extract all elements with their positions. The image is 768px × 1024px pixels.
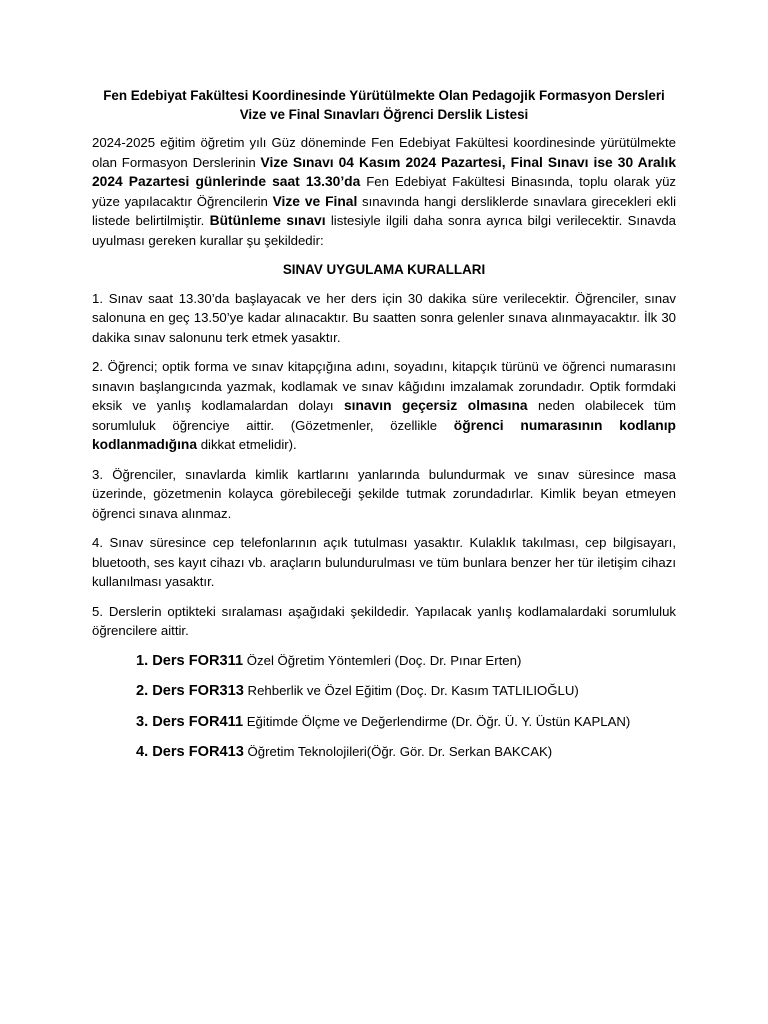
rule-2-text-1: 2. Öğrenci; optik forma ve sınav kitapçığına adını, soyadını, kitapçık türünü ve öğrenci numarasını sınavın başlangıcında yazmak, kodlamak ve sınav kâğıdını imzalamak zorundadır. Optik formdaki eksik ve yanlış kodlamalardan dolayı [92, 359, 676, 413]
document-content [92, 86, 676, 773]
rule-2-text-3: dikkat etmelidir). [197, 437, 297, 452]
intro-text-4: listesiyle ilgili daha sonra ayrıca bilgi verilecektir. Sınavda uyulması gereken kurallar şu şekildedir: [92, 213, 676, 248]
course-description: Özel Öğretim Yöntemleri (Doç. Dr. Pınar Erten) [243, 652, 522, 668]
rule-1: 1. Sınav saat 13.30’da başlayacak ve her ders için 30 dakika süre verilecektir. Öğrenciler, sınav salonuna en geç 13.50’ye kadar alınacaktır. Bu saatten sonra gelenler sınava alınmayacaktır. İlk 30 dakika sınav salonunu terk etmek yasaktır. [92, 290, 676, 345]
title-line-1: Fen Edebiyat Fakültesi Koordinesinde Yürütülmekte Olan Pedagojik Formasyon Dersleri [103, 88, 665, 103]
course-code: 3. Ders FOR411 [136, 713, 244, 730]
title-line-2: Vize ve Final Sınavları Öğrenci Derslik Listesi [239, 107, 529, 122]
intro-exam-dates: Vize Sınavı 04 Kasım 2024 Pazartesi, Final Sınavı ise 30 Aralık 2024 Pazartesi günlerinde saat 13.30’da [92, 154, 676, 189]
course-description: Eğitimde Ölçme ve Değerlendirme (Dr. Öğr. Ü. Y. Üstün KAPLAN) [243, 713, 631, 729]
document-title [92, 86, 676, 124]
rule-2-text-2: neden olabilecek tüm sorumluluk öğrenciye aittir. (Gözetmenler, özellikle [92, 398, 677, 433]
intro-paragraph [92, 133, 676, 250]
list-item [136, 681, 676, 702]
rule-2-bold-2: öğrenci numarasının kodlanıp kodlanmadığına [92, 417, 676, 452]
course-description: Rehberlik ve Özel Eğitim (Doç. Dr. Kasım TATLILIOĞLU) [243, 683, 579, 698]
course-code: 4. Ders FOR413 [136, 744, 244, 760]
rule-3: 3. Öğrenciler, sınavlarda kimlik kartlarını yanlarında bulundurmak ve sınav süresince masa üzerinde, gözetmenin kolayca görebileceği şekilde tutmak zorundadırlar. Kimlik beyan etmeyen öğrenci sınava alınmaz. [92, 466, 676, 521]
course-list [92, 651, 676, 763]
rules-heading: SINAV UYGULAMA KURALLARI [282, 262, 486, 277]
intro-text-2: Fen Edebiyat Fakültesi Binasında, toplu olarak yüz yüze yapılacaktır Öğrencilerin [92, 174, 676, 209]
course-code: 1. Ders FOR311 [136, 652, 244, 669]
course-description: Öğretim Teknolojileri(Öğr. Gör. Dr. Serkan BAKCAK) [243, 744, 553, 759]
rule-4: 4. Sınav süresince cep telefonlarının açık tutulması yasaktır. Kulaklık takılması, cep bilgisayarı, bluetooth, ses kayıt cihazı vb. araçların bulundurulması ve tüm bunlara benzer her tür iletişim cihazı kullanılması yasaktır. [92, 535, 676, 589]
list-item [136, 712, 676, 733]
intro-text-1: 2024-2025 eğitim öğretim yılı Güz döneminde Fen Edebiyat Fakültesi koordinesinde yürütülmekte olan Formasyon Derslerinin [92, 135, 676, 170]
course-code: 2. Ders FOR313 [136, 683, 244, 699]
rule-2-bold-1: sınavın geçersiz olmasına [343, 398, 528, 413]
intro-text-3: sınavında hangi dersliklerde sınavlara girecekleri ekli listede belirtilmiştir. [92, 193, 677, 228]
intro-vize-final: Vize ve Final [272, 193, 358, 209]
list-item [136, 651, 676, 672]
rule-2 [92, 357, 676, 455]
intro-butunleme: Bütünleme sınavı [209, 213, 326, 228]
list-item [136, 742, 676, 763]
rule-5: 5. Derslerin optikteki sıralaması aşağıdaki şekildedir. Yapılacak yanlış kodlamalardaki sorumluluk öğrencilere aittir. [92, 603, 676, 638]
